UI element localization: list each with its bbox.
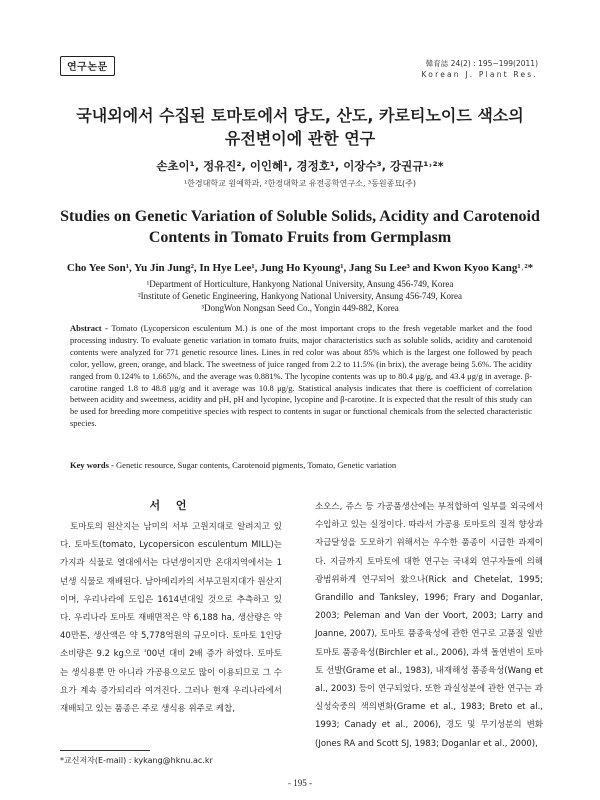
affiliation-2: ²Institute of Genetic Engineering, Hankyong National University, Ansung 456-749, Korea: [137, 291, 463, 301]
intro-paragraph-left: 토마토의 원산지는 남미의 서부 고원지대로 알려지고 있다. 토마토(tomato, Lycopersicon esculentum MILL)는 가지과 식물로 열대에서는 다년생이지만 온대지역에서는 1년생 식물로 재배된다. 남아메리카의 서부고원지대가 원산지이며, 우리나라에 도입은 1614년대일 것으로 추측하고 있다. 우리나라 토마토 재배면적은 약 6,188 ha, 생산량은 약 40만톤, 생산액은 약 5,778억원의 규모이다. 토마토 1인당 소비량은 9.2 kg으로 '00년 대비 2배 증가 하였다. 토마토는 생식용뿐 만 아니라 가공용으로도 많이 이용되므로 그 수요가 계속 증가되리라 여겨진다. 그러나 현재 우리나라에서 재배되고 있는 품종은 주로 생식용 위주로 케찹,: [60, 522, 282, 715]
korean-title: [40, 104, 560, 150]
abstract-label: Abstract -: [70, 323, 108, 333]
corresponding-author-footnote: *교신저자(E-mail) : kykang@hknu.ac.kr: [60, 756, 213, 765]
article-type-tag: 연구논문: [60, 56, 115, 76]
left-column: [60, 518, 282, 718]
english-authors: Cho Yee Son¹, Yu Jin Jung², In Hye Lee¹, Jung Ho Kyoung¹, Jang Su Lee³ and Kwon Kyoo Kang¹˒²*: [66, 262, 534, 274]
abstract-text: Tomato (Lycopersicon esculentum M.) is one of the most important crops to the fresh vegetable market and the food processing industry. To evaluate genetic variation in tomato fruits, major characteristics such as soluble solids, acidity and carotenoid contents were analyzed for 771 genetic resource lines. Lines in red color was about 85% which is the largest one followed by peach color, yellow, green, orange, and black. The sweetness of juice ranged from 2.2 to 11.5% (in brix), the average being 5.6%. The acidity ranged from 0.124% to 1.665%, and the average was 0.881%. The lycopine contents was up to 80.4 μg/g, and 43.4 μg/g in average. β-carotine ranged 1.8 to 48.8 μg/g and it average was 10.8 μg/g. Statistical analysis indicates that there is coefficient of correlation between acidity and sweetness, acidity and pH, pH and lycopine, lycopine and β-carotine. It is expected that the result of this study can be used for breeding more competitive species with respect to contents in sugar or functional chemicals from the selected characteristic species.: [70, 323, 532, 429]
intro-paragraph-right: 소오스, 쥬스 등 가공품생산에는 부적합하여 일부를 외국에서 수입하고 있는 실정이다. 따라서 가공용 토마토의 질적 향상과 자급달성을 도모하기 위해서는 우수한 품종이 시급한 과제이다. 지금까지 토마토에 대한 연구는 국내외 연구자들에 의해 광범위하게 연구되어 왔으나(Rick and Chetelat, 1995; Grandillo and Tanksley, 1996; Frary and Doganlar, 2003; Peleman and Van der Voort, 2003; Larry and Joanne, 2007), 토마토 품종육성에 관한 연구로 고품질 일반토마토 품종육성(Birchler et al., 2006), 과색 돌연변이 토마토 선발(Grame et al., 1983), 내재해성 품종육성(Wang et al., 2003) 등이 연구되었다. 또한 과실성분에 관한 연구는 과실성숙중의 색의변화(Grame et al., 1983; Breto et al., 1993; Canady et al., 2006), 경도 및 무기성분의 변화 (Jones RA and Scott SJ, 1983; Doganlar et al., 2000),: [315, 502, 543, 749]
keywords: [70, 460, 532, 470]
journal-name-line: Korean J. Plant Res.: [421, 70, 538, 79]
korean-title-line-2: 유전변이에 관한 연구: [224, 129, 376, 148]
right-column: [315, 498, 543, 753]
affiliation-3: ³DongWon Nongsan Seed Co., Yongin 449-882, Korea: [201, 303, 399, 313]
korean-authors: 손초이¹, 정유진², 이인혜¹, 경정호¹, 이장수³, 강권규¹˒²*: [156, 159, 444, 173]
journal-volume-line: 韓育誌 24(2) : 195~199(2011): [425, 59, 538, 68]
journal-citation: [422, 58, 538, 80]
keywords-label: Key words -: [70, 460, 114, 470]
english-title-line-1: Studies on Genetic Variation of Soluble Solids, Acidity and Carotenoid: [60, 208, 540, 225]
english-affiliations: [40, 278, 560, 314]
affiliation-1: ¹Department of Horticulture, Hankyong National University, Ansung 456-749, Korea: [146, 279, 454, 289]
abstract: [70, 323, 532, 430]
korean-title-line-1: 국내외에서 수집된 토마토에서 당도, 산도, 카로티노이드 색소의: [76, 106, 524, 125]
english-title: [40, 206, 560, 248]
section-heading-introduction: 서 언: [149, 499, 193, 512]
korean-affiliations: ¹한경대학교 원예학과, ²한경대학교 유전공학연구소, ³동원종묘(주): [183, 179, 417, 188]
keywords-text: Genetic resource, Sugar contents, Carotenoid pigments, Tomato, Genetic variation: [116, 460, 397, 470]
footnote-rule: [60, 750, 150, 751]
english-title-line-2: Contents in Tomato Fruits from Germplasm: [148, 229, 452, 246]
page-number: - 195 -: [288, 778, 312, 788]
